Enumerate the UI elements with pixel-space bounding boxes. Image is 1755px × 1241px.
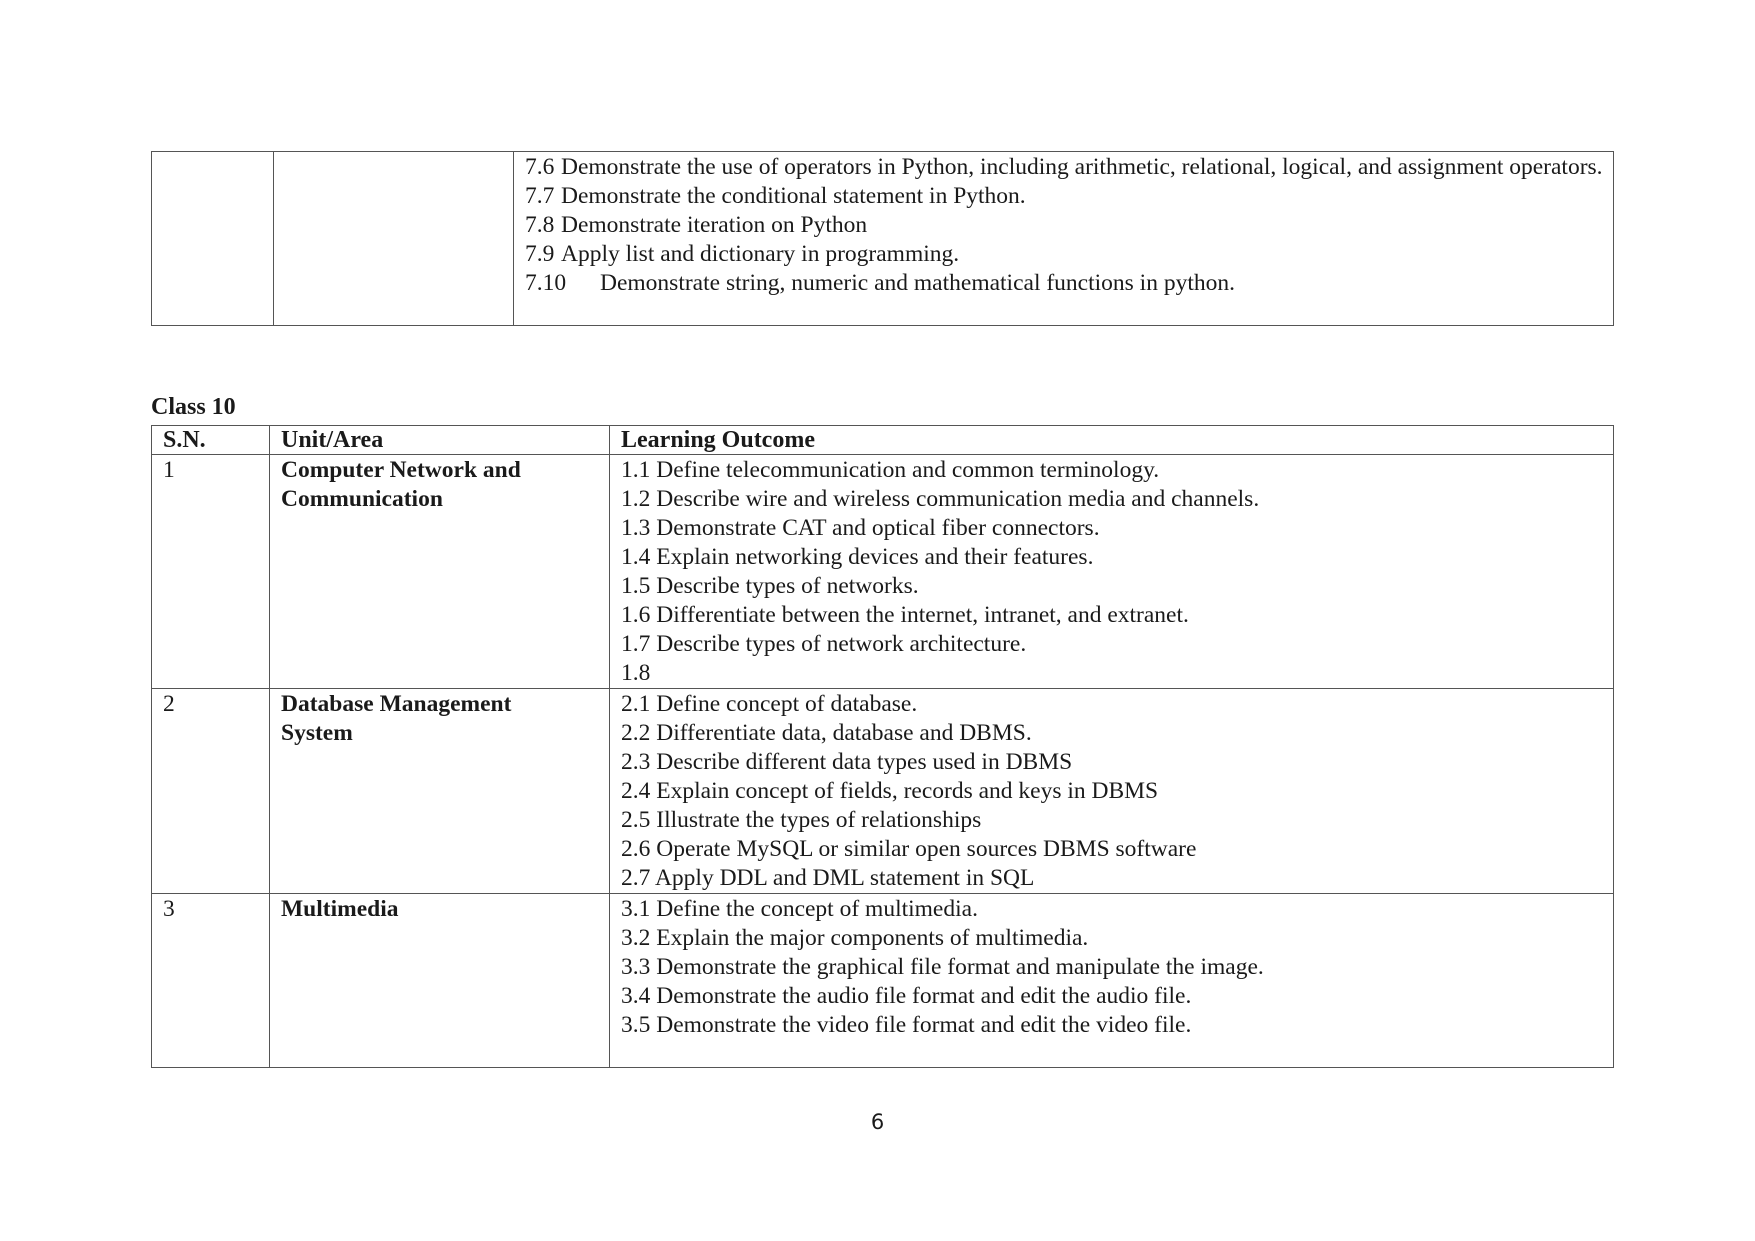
continuation-unit-cell (274, 152, 514, 326)
outcome-item: 2.1 Define concept of database. (621, 691, 918, 717)
outcome-item: 1.2 Describe wire and wireless communication media and channels. (621, 486, 1260, 512)
outcome-item: 2.4 Explain concept of fields, records and keys in DBMS (621, 778, 1159, 804)
outcome-number: 7.7 (525, 183, 555, 209)
outcome-item (525, 153, 1613, 182)
outcome-cell (610, 689, 1614, 894)
outcome-number: 7.10 (525, 270, 567, 296)
outcome-item (525, 211, 1613, 240)
outcome-item: 3.4 Demonstrate the audio file format and edit the audio file. (621, 983, 1192, 1009)
sn-cell: 1 (152, 455, 270, 689)
unit-cell: Computer Network and Communication (270, 455, 610, 689)
sn-cell: 3 (152, 894, 270, 1068)
outcome-item (525, 240, 1613, 269)
outcome-item: 1.7 Describe types of network architecture. (621, 631, 1027, 657)
column-header-outcome: Learning Outcome (610, 426, 1614, 455)
table-header-row (152, 426, 1614, 455)
continuation-table (151, 151, 1614, 326)
outcome-text: Demonstrate string, numeric and mathematical functions in python. (600, 270, 1235, 296)
page-number: 6 (870, 1110, 885, 1134)
table-row (152, 455, 1614, 689)
continuation-row (152, 152, 1614, 326)
outcome-item (525, 182, 1613, 211)
outcome-item (525, 269, 1613, 298)
column-header-unit: Unit/Area (270, 426, 610, 455)
continuation-outcome-list (514, 152, 1613, 298)
learning-outcome-table (151, 425, 1614, 1068)
outcome-item: 2.7 Apply DDL and DML statement in SQL (621, 865, 1035, 891)
outcome-item: 1.5 Describe types of networks. (621, 573, 919, 599)
outcome-item: 2.6 Operate MySQL or similar open sources DBMS software (621, 836, 1197, 862)
continuation-outcome-cell (514, 152, 1614, 326)
outcome-item: 3.5 Demonstrate the video file format and edit the video file. (621, 1012, 1192, 1038)
outcome-item: 3.3 Demonstrate the graphical file format and manipulate the image. (621, 954, 1264, 980)
unit-cell: Database Management System (270, 689, 610, 894)
unit-cell: Multimedia (270, 894, 610, 1068)
outcome-text: Demonstrate iteration on Python (561, 212, 868, 238)
column-header-sn: S.N. (152, 426, 270, 455)
table-row (152, 894, 1614, 1068)
outcome-text: Demonstrate the conditional statement in Python. (561, 183, 1026, 209)
outcome-number: 7.8 (525, 212, 555, 238)
sn-cell: 2 (152, 689, 270, 894)
outcome-text: Apply list and dictionary in programming. (561, 241, 960, 267)
outcome-item: 1.4 Explain networking devices and their features. (621, 544, 1094, 570)
outcome-item: 1.6 Differentiate between the internet, intranet, and extranet. (621, 602, 1189, 628)
outcome-item: 1.3 Demonstrate CAT and optical fiber connectors. (621, 515, 1100, 541)
table-row (152, 689, 1614, 894)
outcome-item: 1.8 (621, 660, 651, 686)
continuation-sn-cell (152, 152, 274, 326)
outcome-cell (610, 894, 1614, 1068)
outcome-cell (610, 455, 1614, 689)
class-heading: Class 10 (151, 394, 236, 420)
outcome-number: 7.9 (525, 241, 555, 267)
outcome-item: 2.2 Differentiate data, database and DBMS. (621, 720, 1032, 746)
outcome-item: 3.1 Define the concept of multimedia. (621, 896, 978, 922)
outcome-item: 2.5 Illustrate the types of relationships (621, 807, 982, 833)
outcome-item: 3.2 Explain the major components of multimedia. (621, 925, 1089, 951)
outcome-text: Demonstrate the use of operators in Python, including arithmetic, relational, logical, and assignment operators. (561, 154, 1603, 180)
outcome-item: 1.1 Define telecommunication and common terminology. (621, 457, 1160, 483)
outcome-item: 2.3 Describe different data types used in DBMS (621, 749, 1073, 775)
outcome-number: 7.6 (525, 154, 555, 180)
